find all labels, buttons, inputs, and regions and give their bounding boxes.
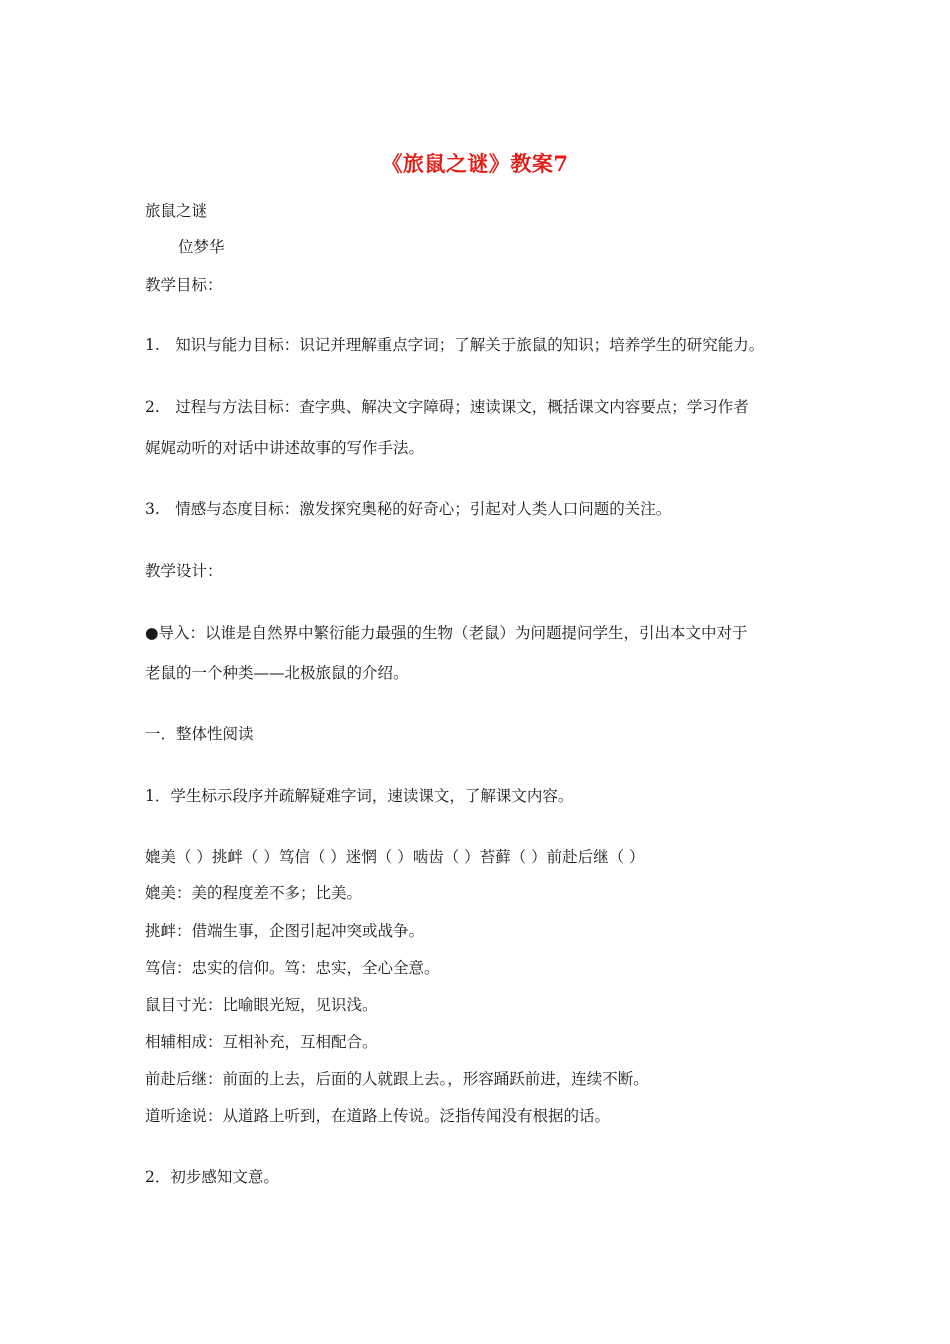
vocabulary-definition: 鼠目寸光：比喻眼光短，见识浅。 [145,996,378,1014]
vocabulary-definition: 笃信：忠实的信仰。笃：忠实，全心全意。 [145,959,440,977]
vocabulary-exercise: 媲美（ ）挑衅（ ）笃信（ ）迷惘（ ）啮齿（ ）苔藓（ ）前赴后继（ ） [145,848,645,866]
objective-item-1: 1. 知识与能力目标：识记并理解重点字词；了解关于旅鼠的知识；培养学生的研究能力。 [145,336,765,354]
author-name: 位梦华 [178,238,225,256]
objective-item-3: 3. 情感与态度目标：激发探究奥秘的好奇心；引起对人类人口问题的关注。 [145,500,672,518]
document-title: 《旅鼠之谜》教案7 [381,151,569,176]
reading-step-1: 1．学生标示段序并疏解疑难字词，速读课文，了解课文内容。 [145,787,574,805]
intro-paragraph-continued: 老鼠的一个种类——北极旅鼠的介绍。 [145,664,409,682]
vocabulary-definition: 相辅相成：互相补充，互相配合。 [145,1033,378,1051]
vocabulary-definition: 挑衅：借端生事，企图引起冲突或战争。 [145,922,425,940]
vocabulary-definition: 前赴后继：前面的上去，后面的人就跟上去。，形容踊跃前进，连续不断。 [145,1070,649,1088]
vocabulary-definition: 媲美：美的程度差不多；比美。 [145,884,363,902]
section-heading-design: 教学设计： [145,562,223,580]
section-heading-reading: 一．整体性阅读 [145,725,254,743]
objective-item-2-continued: 娓娓动听的对话中讲述故事的写作手法。 [145,439,425,457]
vocabulary-definition: 道听途说：从道路上听到，在道路上传说。泛指传闻没有根据的话。 [145,1107,611,1125]
intro-paragraph: ●导入：以谁是自然界中繁衍能力最强的生物（老鼠）为问题提问学生，引出本文中对于 [145,624,748,642]
section-heading-objectives: 教学目标： [145,276,223,294]
subtitle-text: 旅鼠之谜 [145,202,208,220]
objective-item-2: 2. 过程与方法目标：查字典、解决文字障碍；速读课文，概括课文内容要点；学习作者 [145,398,749,416]
reading-step-2: 2．初步感知文意。 [145,1168,279,1186]
